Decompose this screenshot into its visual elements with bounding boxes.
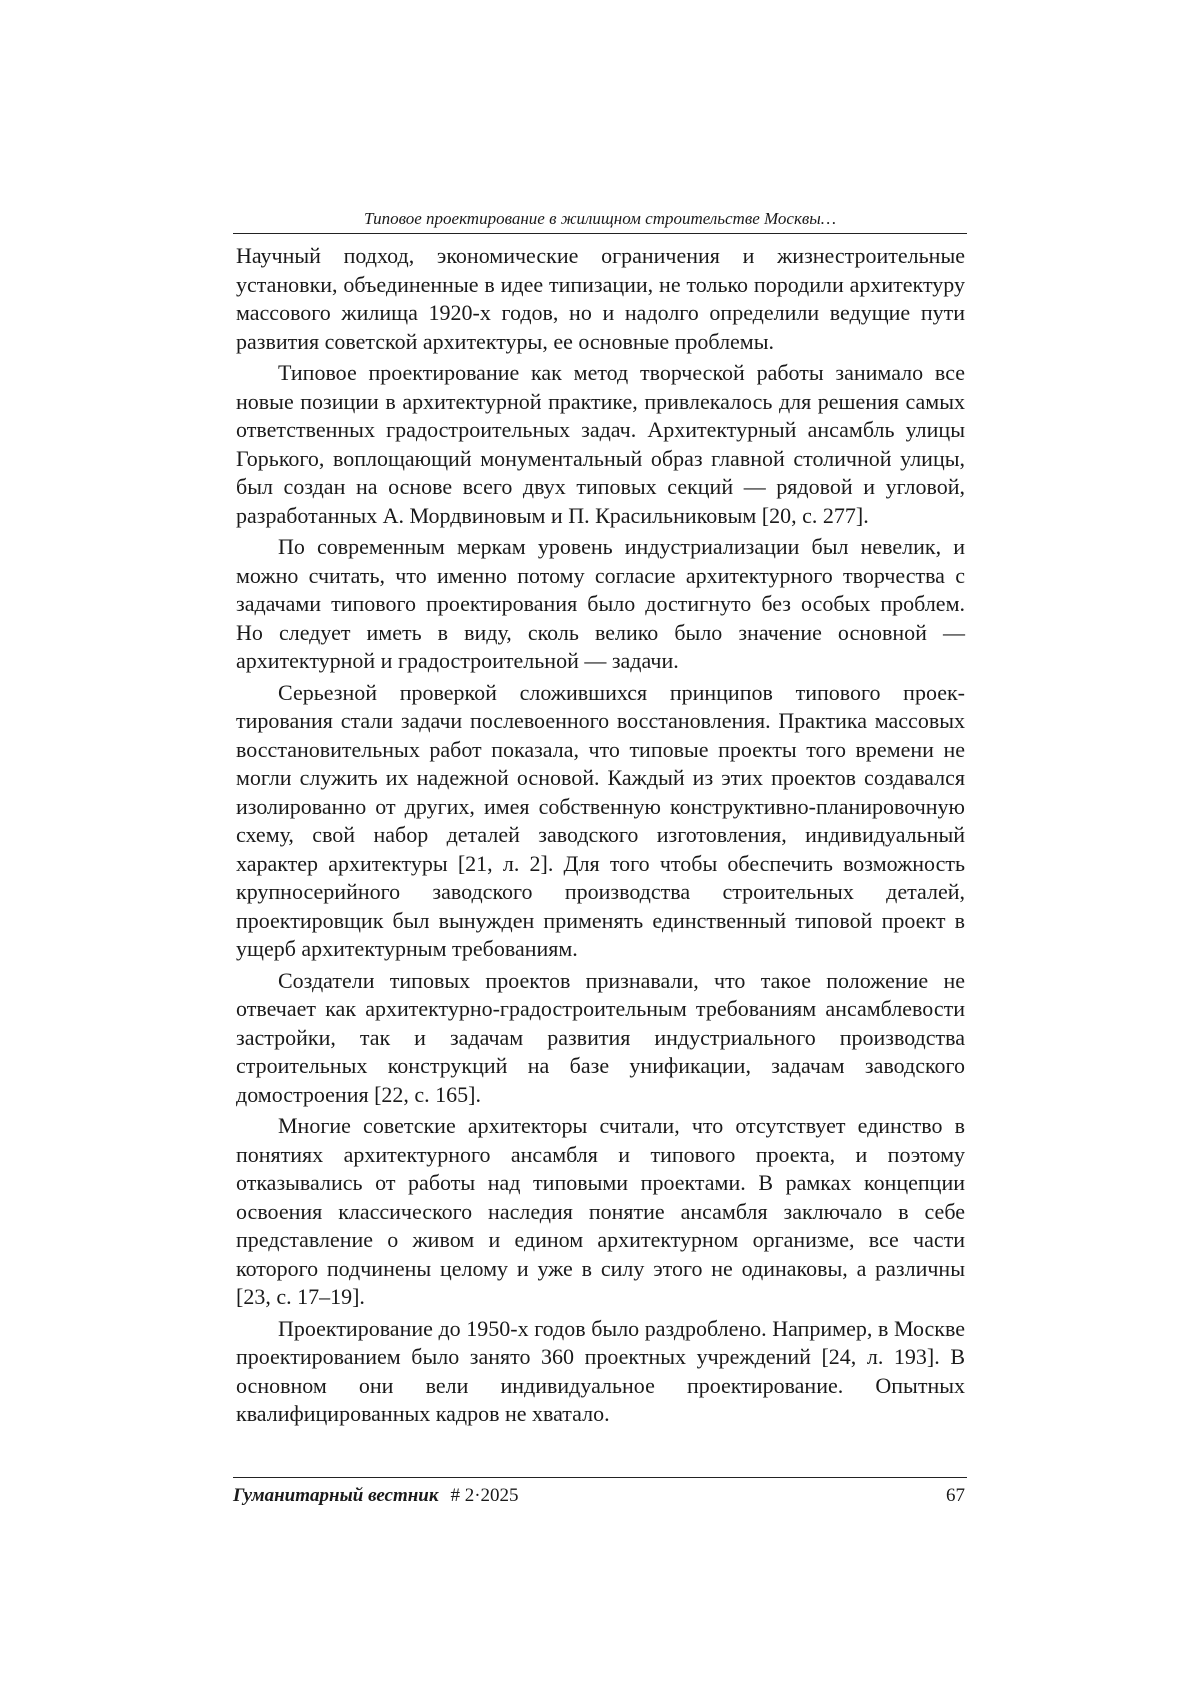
paragraph: Серьезной проверкой сложившихся принципов типового проектирования стали задачи послевоенного восстановления. Практика массовых восстановительных работ показала, что типовые проекты того времени не могли служить их надежной основой. Каждый из этих проектов создавался изолированно от других, имея собственную конструктивно-планировочную схему, свой набор деталей заводского изготовления, индивидуальный характер архитектуры [21, л. 2]. Для того чтобы обеспечить возможность крупносерийного заводского производства строительных деталей, проектировщик был вынужден применять единственный типовой проект в ущерб архитектурным требованиям. (236, 679, 965, 961)
page-number: 67 (946, 1485, 965, 1506)
paragraph: Научный подход, экономические ограничения и жизнестроительные установки, объединенные в идее типизации, не только породили архитектуру массового жилища 1920-х годов, но и надолго определили ведущие пути развития советской архитектуры, ее основные проблемы. (236, 243, 965, 354)
paragraph: Создатели типовых проектов признавали, что такое положение не отвечает как архитектурно-градостроительным требованиям ансамблевости застройки, так и задачам развития индустриального производства строительных конструкций на базе унификации, задачам заводского домостроения [22, с. 165]. (236, 967, 965, 1107)
journal-title: Гуманитарный вестник (233, 1485, 439, 1506)
page-footer (233, 1484, 967, 1508)
paragraph: Проектирование до 1950-х годов было раздроблено. Например, в Москве проектированием было занято 360 проектных учреждений [24, л. 193]. В основном они вели индивидуальное проектирование. Опытных квалифицированных кадров не хватало. (236, 1315, 965, 1426)
paragraph: По современным меркам уровень индустриализации был невелик, и можно считать, что именно потому согласие архитектурного творчества с задачами типового проектирования было достигнуто без особых проблем. Но следует иметь в виду, сколь велико было значение основной — архитектурной и градостроительной — задачи. (236, 534, 965, 673)
running-head: Типовое проектирование в жилищном строительстве Москвы… (364, 209, 836, 228)
paragraph: Многие советские архитекторы считали, что отсутствует единство в понятиях архитектурного ансамбля и типового проекта, и поэтому отказывались от работы над типовыми проектами. В рамках концепции освоения классического наследия понятие ансамбля заключало в себе представление о живом и едином архитектурном организме, все части которого подчинены целому и уже в силу этого не одинаковы, а различны [23, с. 17–19]. (236, 1113, 965, 1309)
header-rule (233, 233, 967, 234)
footer-rule (233, 1477, 967, 1478)
paragraph: Типовое проектирование как метод творческой работы занимало все новые позиции в архитектурной практике, привлекалось для решения самых ответственных градостроительных задач. Архитектурный ансамбль улицы Горького, воплощающий монументальный образ главной столичной улицы, был создан на основе всего двух типовых секций — рядовой и угловой, разработанных А. Мордвиновым и П. Красильниковым [20, с. 277]. (236, 360, 965, 528)
article-body (236, 242, 965, 1432)
issue-number: # 2·2025 (450, 1485, 519, 1506)
